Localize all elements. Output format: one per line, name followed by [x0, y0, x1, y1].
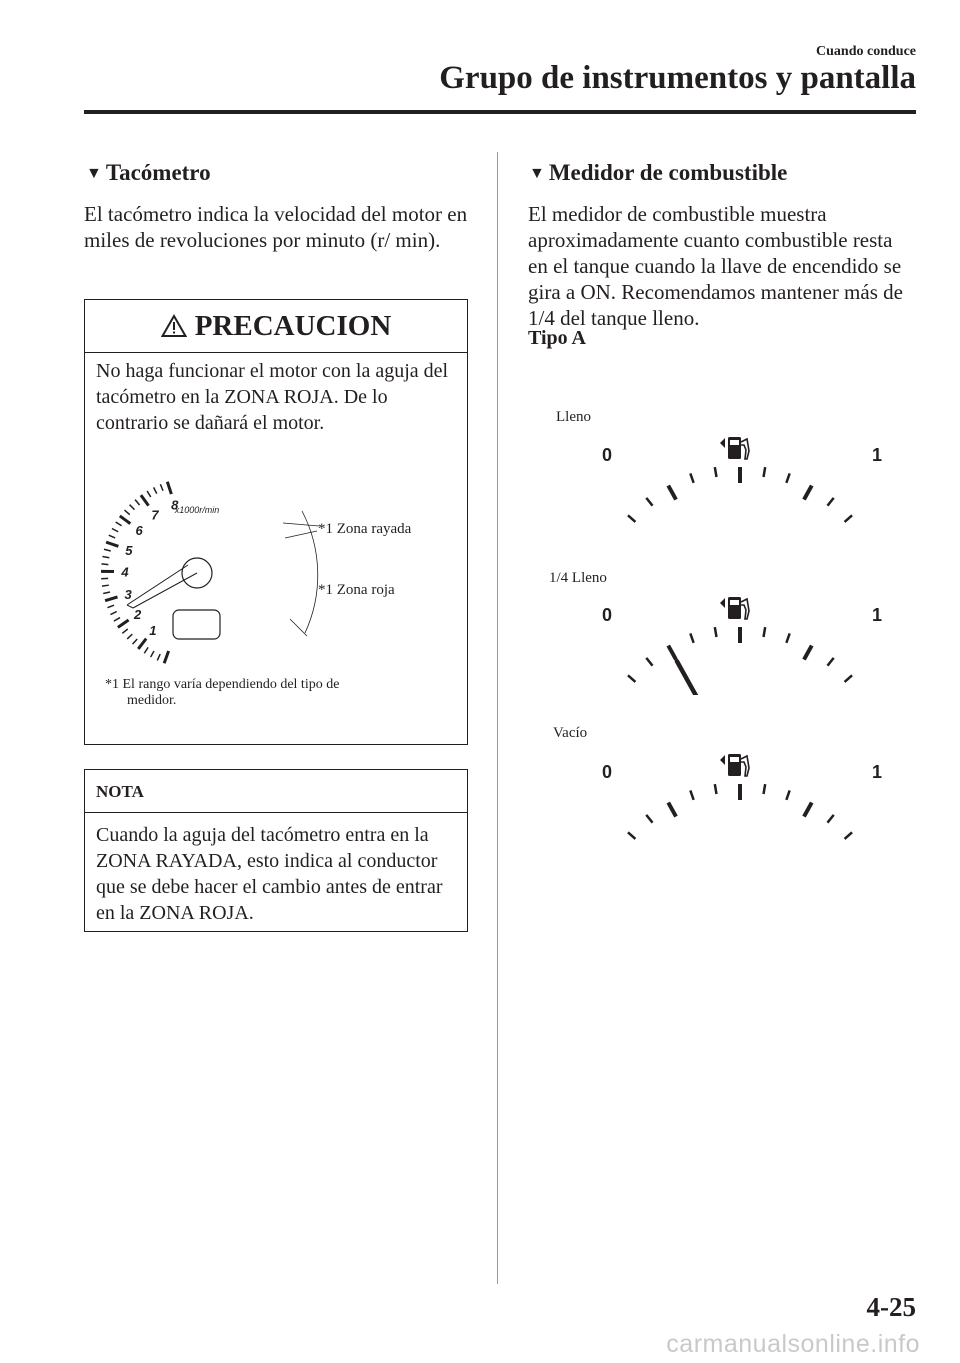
gauge-label-quarter: 1/4 Lleno: [549, 570, 607, 586]
fuel-gauge-tick: [690, 633, 693, 642]
tachometer-numbers: [120, 498, 179, 638]
tachometer-tick: [164, 651, 168, 663]
tachometer-tick: [147, 491, 151, 497]
tachometer-tick: [105, 597, 117, 601]
tachometer-number: 1: [149, 622, 157, 638]
page-number: 4-25: [866, 1292, 916, 1322]
tachometer-tick: [116, 522, 122, 526]
fuel-gauge-tick: [845, 515, 852, 522]
tachometer-number: 3: [124, 586, 132, 602]
red-zone-pointer: [290, 619, 307, 636]
tachometer-tick: [110, 611, 116, 614]
tachometer-tick: [141, 495, 149, 506]
red-zone-arc: [302, 511, 318, 633]
footnote-line-1: *1 El rango varía dependiendo del tipo de: [105, 677, 340, 692]
tachometer-tick: [130, 505, 135, 510]
tachometer-ticks: [101, 482, 171, 664]
caution-text: No haga funcionar el motor con la aguja del tacómetro en la ZONA ROJA. De lo contrario se dañará el motor.: [96, 360, 449, 434]
needle-outline-bottom: [127, 565, 188, 605]
tachometer-tick: [112, 528, 118, 531]
fuel-gauge-tick: [804, 803, 812, 817]
needle-tip: [127, 605, 133, 608]
triangle-bullet-icon: ▼: [86, 165, 102, 182]
gauge-min-label: 0: [602, 445, 613, 465]
chapter-title: Cuando conduce: [816, 44, 916, 59]
tachometer-tick: [160, 484, 163, 490]
tachometer-number: 7: [151, 507, 159, 523]
note-title: NOTA: [85, 770, 467, 813]
tachometer-tick: [102, 557, 109, 558]
striped-zone-label: *1 Zona rayada: [318, 521, 412, 537]
fuel-gauge-heading: [529, 160, 787, 186]
tachometer-number: 8: [171, 497, 179, 513]
tachometer-tick: [106, 542, 118, 546]
tachometer-tick: [135, 500, 140, 505]
fuel-gauge-tick: [786, 473, 789, 482]
note-text: Cuando la aguja del tacómetro entra en la ZONA RAYADA, esto indica al conductor que se debe hacer el cambio antes de entrar en la ZONA ROJA.: [96, 824, 443, 924]
note-box: [84, 769, 468, 932]
tachometer-tick: [151, 651, 154, 657]
caution-box: [84, 299, 468, 745]
tachometer-heading-text: Tacómetro: [105, 160, 211, 185]
fuel-gauge-tick: [827, 815, 833, 823]
fuel-gauge-tick: [646, 498, 652, 506]
tachometer-tick: [157, 654, 160, 660]
section-title: Grupo de instrumentos y pantalla: [439, 60, 916, 96]
column-divider: [497, 152, 498, 1284]
tachometer-illustration: [85, 460, 467, 675]
footnote-line-2: medidor.: [127, 693, 177, 708]
gauge-min-label: 0: [602, 605, 613, 625]
fuel-gauge-tick: [804, 486, 812, 500]
fuel-gauge-full: [580, 425, 900, 535]
fuel-gauge-tick: [628, 515, 635, 522]
tachometer-intro: El tacómetro indica la velocidad del motor en miles de revoluciones por minuto (r/ min).: [84, 202, 468, 252]
red-zone-label: *1 Zona roja: [318, 582, 395, 598]
tachometer-tick: [144, 647, 148, 653]
fuel-gauge-tick: [804, 646, 812, 660]
tachometer-tick: [167, 482, 171, 494]
fuel-gauge-heading-text: Medidor de combustible: [548, 160, 788, 185]
tachometer-tick: [120, 516, 130, 524]
header-rule: [84, 110, 916, 114]
fuel-gauge-tick: [646, 815, 652, 823]
tachometer-tick: [102, 585, 109, 586]
tachometer-tick: [154, 487, 157, 493]
tachometer-number: 4: [121, 564, 129, 580]
tachometer-tick: [101, 564, 108, 565]
fuel-gauge-quarter: [580, 585, 900, 695]
gauge-label-full: Lleno: [556, 409, 591, 425]
fuel-gauge-tick: [845, 832, 852, 839]
fuel-pump-icon: [720, 437, 749, 459]
fuel-gauge-tick: [786, 790, 789, 799]
odometer-display: [173, 610, 220, 639]
fuel-gauge-tick: [690, 473, 693, 482]
gauge-min-label: 0: [602, 762, 613, 782]
tachometer-tick: [114, 618, 120, 622]
tachometer-number: 6: [135, 523, 143, 539]
tachometer-heading: [86, 160, 211, 186]
fuel-gauge-tick: [628, 675, 635, 682]
fuel-gauge-intro: El medidor de combustible muestra aproximadamente cuanto combustible resta en el tanque cuando la llave de encendido se gira a ON. Recomendamos mantener más de 1/4 del tanque lleno.: [528, 202, 903, 330]
gauge-max-label: 1: [872, 762, 883, 782]
fuel-gauge-tick: [668, 803, 676, 817]
fuel-gauge-tick: [827, 498, 833, 506]
fuel-gauge-tick: [646, 658, 652, 666]
tachometer-tick: [109, 535, 115, 538]
gauge-max-label: 1: [872, 445, 883, 465]
fuel-gauge-tick: [764, 627, 766, 637]
tachometer-tick: [103, 592, 110, 593]
fuel-needle: [677, 661, 711, 695]
striped-zone-pointer: [283, 523, 319, 526]
fuel-gauge-tick: [764, 467, 766, 477]
fuel-gauge-tick: [628, 832, 635, 839]
fuel-gauge-tick: [827, 658, 833, 666]
gauge-max-label: 1: [872, 605, 883, 625]
needle-outline-top: [133, 573, 197, 608]
fuel-gauge-tick: [764, 784, 766, 794]
fuel-gauge-tick: [786, 633, 789, 642]
type-a-subheading: Tipo A: [528, 327, 586, 349]
tachometer-tick: [118, 620, 129, 627]
tachometer-tick: [138, 639, 146, 649]
range-footnote: [105, 677, 450, 709]
tachometer-number: 5: [125, 542, 133, 558]
tachometer-number: 2: [134, 606, 142, 622]
fuel-gauge-tick: [715, 467, 717, 477]
fuel-gauge-empty: [580, 742, 900, 852]
tachometer-tick: [124, 510, 129, 515]
fuel-gauge-tick: [715, 784, 717, 794]
tachometer-unit-label: x1000r/min: [174, 505, 220, 515]
fuel-pump-icon: [720, 754, 749, 776]
warning-triangle-icon: [161, 314, 187, 338]
tachometer-tick: [127, 634, 132, 639]
fuel-gauge-tick: [668, 646, 676, 660]
triangle-bullet-icon: ▼: [529, 165, 545, 182]
fuel-gauge-tick: [668, 486, 676, 500]
tachometer-tick: [122, 629, 127, 633]
tachometer-tick: [104, 549, 111, 551]
watermark: carmanualsonline.info: [666, 1330, 920, 1358]
tachometer-tick: [107, 605, 114, 608]
fuel-gauge-tick: [845, 675, 852, 682]
caution-header: [85, 300, 467, 353]
caution-title: PRECAUCION: [194, 309, 392, 342]
fuel-pump-icon: [720, 597, 749, 619]
fuel-gauge-tick: [690, 790, 693, 799]
fuel-gauge-tick: [715, 627, 717, 637]
gauge-label-empty: Vacío: [553, 725, 588, 741]
tachometer-tick: [133, 639, 138, 644]
